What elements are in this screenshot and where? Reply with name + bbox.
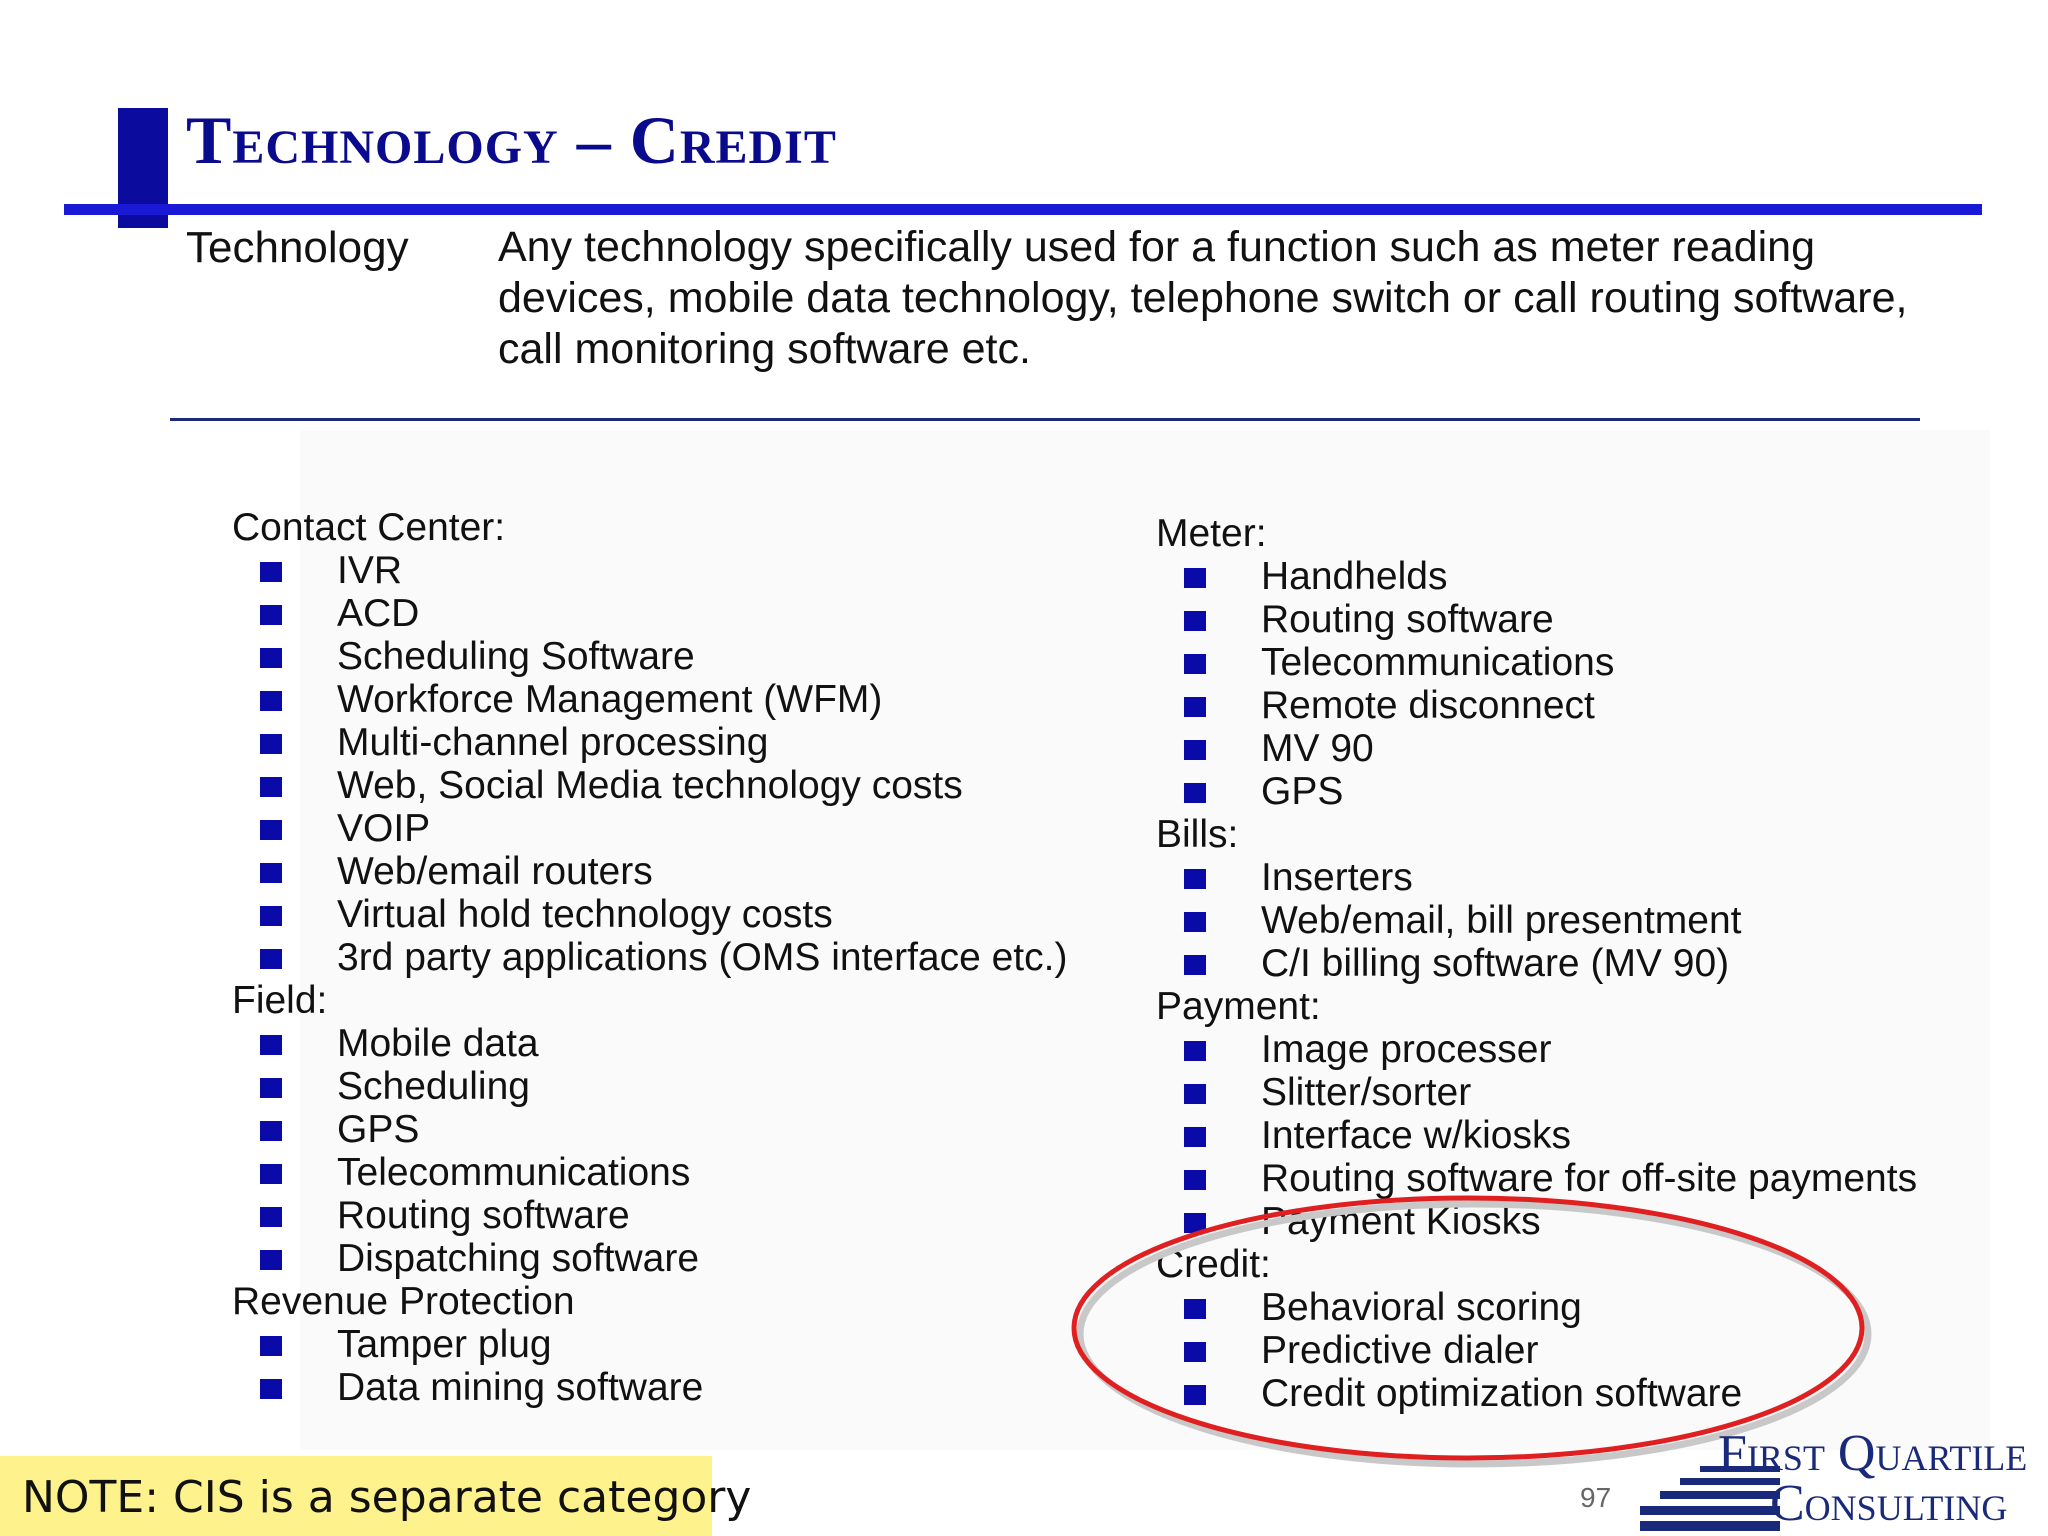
category-heading: Payment: <box>1156 985 1321 1028</box>
square-bullet-icon <box>1184 1213 1206 1233</box>
list-item <box>1156 856 1413 899</box>
category-heading: Revenue Protection <box>232 1280 575 1323</box>
list-item-label: ACD <box>337 592 420 635</box>
square-bullet-icon <box>260 906 282 926</box>
list-item <box>1156 1071 1472 1114</box>
square-bullet-icon <box>260 562 282 582</box>
square-bullet-icon <box>260 1250 282 1270</box>
list-item-label: Slitter/sorter <box>1261 1071 1472 1114</box>
note-text: NOTE: CIS is a separate category <box>22 1472 752 1523</box>
list-item-label: Interface w/kiosks <box>1261 1114 1571 1157</box>
square-bullet-icon <box>260 691 282 711</box>
list-item <box>1156 684 1595 727</box>
square-bullet-icon <box>1184 1170 1206 1190</box>
square-bullet-icon <box>1184 611 1206 631</box>
slide-title: Technology – Credit <box>186 102 837 178</box>
square-bullet-icon <box>1184 783 1206 803</box>
list-item <box>232 678 883 721</box>
square-bullet-icon <box>1184 1342 1206 1362</box>
list-item-label: Web/email, bill presentment <box>1261 899 1742 942</box>
square-bullet-icon <box>1184 1084 1206 1104</box>
square-bullet-icon <box>1184 1385 1206 1405</box>
category-heading: Credit: <box>1156 1243 1271 1286</box>
list-item <box>232 1108 575 1151</box>
square-bullet-icon <box>260 1379 282 1399</box>
square-bullet-icon <box>260 1207 282 1227</box>
list-item <box>232 1237 700 1280</box>
list-item-label: Routing software for off-site payments <box>1261 1157 1918 1200</box>
list-item-label: 3rd party applications (OMS interface etc.) <box>337 936 1068 979</box>
list-item-label: Scheduling <box>337 1065 530 1108</box>
company-logo <box>1640 1426 2040 1536</box>
square-bullet-icon <box>260 1121 282 1141</box>
list-item <box>232 1151 691 1194</box>
list-item-label: Web/email routers <box>337 850 653 893</box>
list-item-label: Telecommunications <box>1261 641 1615 684</box>
list-item <box>1156 555 1448 598</box>
category-heading: Bills: <box>1156 813 1239 856</box>
list-item-label: GPS <box>1261 770 1344 813</box>
category-heading: Contact Center: <box>232 506 506 549</box>
list-item-label: Payment Kiosks <box>1261 1200 1541 1243</box>
list-item-label: Dispatching software <box>337 1237 700 1280</box>
square-bullet-icon <box>1184 740 1206 760</box>
list-item <box>1156 1157 1918 1200</box>
list-item <box>232 1323 575 1366</box>
list-item <box>232 893 833 936</box>
list-item-label: Multi-channel processing <box>337 721 769 764</box>
list-item <box>1156 770 1344 813</box>
list-item-label: Behavioral scoring <box>1261 1286 1582 1329</box>
list-item <box>232 1194 630 1237</box>
square-bullet-icon <box>260 1035 282 1055</box>
list-item <box>1156 641 1615 684</box>
list-item-label: Mobile data <box>337 1022 539 1065</box>
square-bullet-icon <box>260 648 282 668</box>
category-heading: Field: <box>232 979 328 1022</box>
square-bullet-icon <box>260 605 282 625</box>
list-item-label: Scheduling Software <box>337 635 695 678</box>
list-item-label: IVR <box>337 549 403 592</box>
square-bullet-icon <box>1184 1127 1206 1147</box>
definition-term: Technology <box>186 223 409 272</box>
list-item-label: MV 90 <box>1261 727 1374 770</box>
square-bullet-icon <box>260 863 282 883</box>
list-item-label: Virtual hold technology costs <box>337 893 833 936</box>
list-item-label: Routing software <box>1261 598 1554 641</box>
square-bullet-icon <box>1184 869 1206 889</box>
list-item <box>1156 1114 1571 1157</box>
square-bullet-icon <box>260 1164 282 1184</box>
page-number: 97 <box>1580 1482 1612 1513</box>
list-item <box>232 807 575 850</box>
list-item-label: Inserters <box>1261 856 1413 899</box>
list-item <box>232 549 575 592</box>
list-item <box>1156 1372 1743 1415</box>
square-bullet-icon <box>1184 654 1206 674</box>
list-item-label: Credit optimization software <box>1261 1372 1743 1415</box>
list-item <box>1156 1028 1552 1071</box>
square-bullet-icon <box>260 1078 282 1098</box>
square-bullet-icon <box>1184 1299 1206 1319</box>
square-bullet-icon <box>260 949 282 969</box>
square-bullet-icon <box>1184 912 1206 932</box>
square-bullet-icon <box>1184 568 1206 588</box>
list-item-label: GPS <box>337 1108 420 1151</box>
list-item <box>1156 1329 1539 1372</box>
list-item-label: Remote disconnect <box>1261 684 1595 727</box>
square-bullet-icon <box>260 1336 282 1356</box>
definition-divider <box>170 418 1920 421</box>
list-item <box>232 1065 575 1108</box>
logo-line2: Consulting <box>1770 1475 2008 1532</box>
list-item <box>1156 1286 1582 1329</box>
square-bullet-icon <box>260 777 282 797</box>
list-item-label: VOIP <box>337 807 431 850</box>
list-item <box>1156 1200 1541 1243</box>
list-item-label: Workforce Management (WFM) <box>337 678 883 721</box>
square-bullet-icon <box>1184 697 1206 717</box>
list-item <box>232 635 695 678</box>
square-bullet-icon <box>1184 955 1206 975</box>
list-item <box>232 850 653 893</box>
list-item <box>1156 598 1554 641</box>
list-item-label: Telecommunications <box>337 1151 691 1194</box>
list-item-label: Routing software <box>337 1194 630 1237</box>
title-rule <box>64 204 1982 215</box>
list-item <box>1156 899 1742 942</box>
list-item <box>232 936 1068 979</box>
square-bullet-icon <box>1184 1041 1206 1061</box>
list-item <box>1156 727 1374 770</box>
list-item-label: Image processer <box>1261 1028 1552 1071</box>
list-item <box>1156 942 1730 985</box>
category-heading: Meter: <box>1156 512 1267 555</box>
square-bullet-icon <box>260 734 282 754</box>
logo-line1: First Quartile <box>1718 1425 2028 1482</box>
left-column <box>232 506 1068 1409</box>
list-item-label: Predictive dialer <box>1261 1329 1539 1372</box>
list-item-label: C/I billing software (MV 90) <box>1261 942 1730 985</box>
list-item-label: Handhelds <box>1261 555 1448 598</box>
list-item <box>232 764 963 807</box>
list-item-label: Data mining software <box>337 1366 704 1409</box>
square-bullet-icon <box>260 820 282 840</box>
list-item <box>232 592 575 635</box>
list-item <box>232 1022 575 1065</box>
definition-text: Any technology specifically used for a function such as meter reading devices, mobile data technology, telephone switch or call routing software, call monitoring software etc. <box>498 223 1908 373</box>
list-item-label: Web, Social Media technology costs <box>337 764 963 807</box>
right-column <box>1156 512 1918 1415</box>
list-item <box>232 1366 704 1409</box>
list-item-label: Tamper plug <box>337 1323 552 1366</box>
list-item <box>232 721 769 764</box>
